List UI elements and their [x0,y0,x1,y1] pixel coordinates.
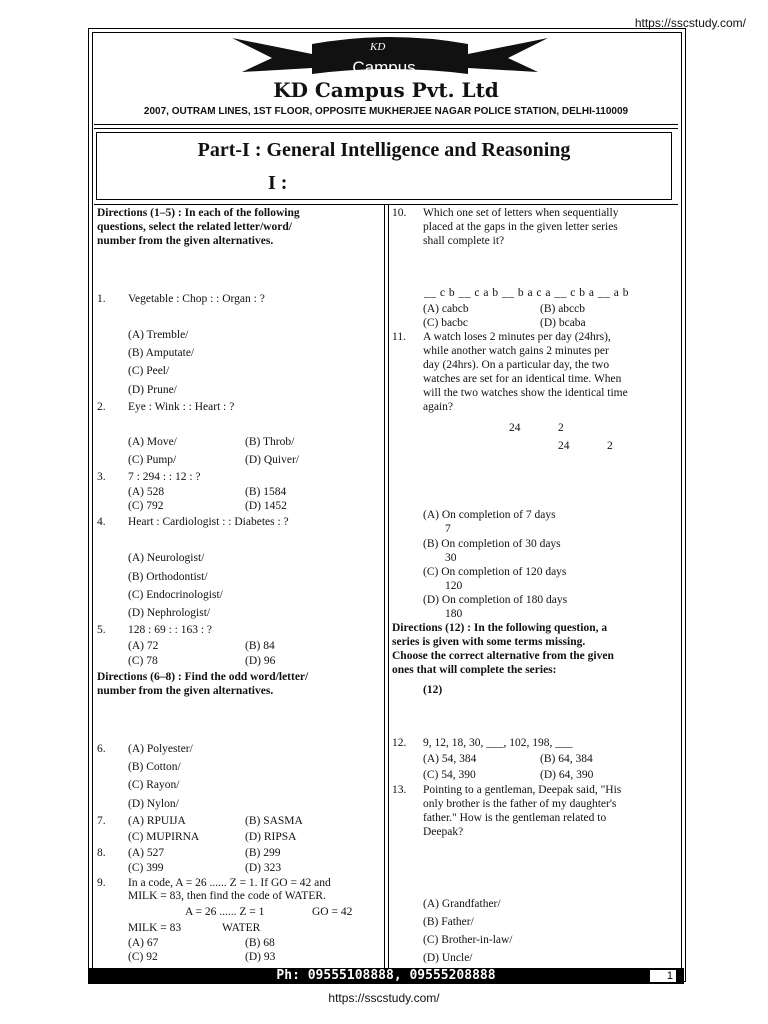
question-number: 1. [97,293,106,305]
logo-campus: Campus [352,58,416,77]
letter-series: __ c b __ c a b __ b a c a __ c b a __ a b [424,287,629,299]
question-text: 7 : 294 : : 12 : ? [128,471,201,483]
company-name: KD Campus Pvt. Ltd [273,78,499,102]
option[interactable]: (C) On completion of 120 days [423,566,567,578]
option[interactable]: (B) abccb [540,303,586,315]
question-text: Vegetable : Chop : : Organ : ? [128,293,265,305]
question-number: 13. [392,784,407,796]
option[interactable]: (A) 72 [128,640,159,652]
directions-number: (12) [423,684,443,696]
option[interactable]: (C) 78 [128,655,158,667]
question-text: Which one set of letters when sequentially placed at the gaps in the given letter series shall complete it? [423,207,619,247]
logo-script: KD [370,41,386,53]
question-number: 9. [97,877,106,889]
option[interactable]: (A) RPUIJA [128,815,186,827]
page-title: Part-I : General Intelligence and Reasoning [197,139,571,161]
question-text: A watch loses 2 minutes per day (24hrs), while another watch gains 2 minutes per day (24hrs). On a particular day, the two watches are set for an identical time. When will the two watches show the identical time again? [423,331,628,413]
option[interactable]: (A) Neurologist/ [128,552,205,564]
option[interactable]: (C) Endocrinologist/ [128,589,223,601]
option-value: 7 [445,523,451,535]
fraction-number: 24 [509,422,521,434]
question-text: In a code, A = 26 ...... Z = 1. If GO = 42 and [128,877,331,889]
option[interactable]: (D) 96 [245,655,276,667]
page-number: 1 [650,970,676,982]
question-text: Heart : Cardiologist : : Diabetes : ? [128,516,289,528]
option[interactable]: (B) Amputate/ [128,347,195,359]
option[interactable]: (A) cabcb [423,303,469,315]
question-text: Pointing to a gentleman, Deepak said, "His only brother is the father of my daughter's father." How is the gentleman related to Deepak? [423,784,622,838]
option[interactable]: (D) 1452 [245,500,287,512]
question-text: MILK = 83, then find the code of WATER. [128,890,326,902]
question-text: 9, 12, 18, 30, ___, 102, 198, ___ [423,737,573,749]
column-divider [388,204,389,970]
option-value: 30 [445,552,457,564]
option[interactable]: (C) Peel/ [128,365,170,377]
option[interactable]: (A) 54, 384 [423,753,477,765]
option[interactable]: (D) Quiver/ [245,454,299,466]
option[interactable]: (C) Rayon/ [128,779,180,791]
question-number: 3. [97,471,106,483]
url-top[interactable]: https://sscstudy.com/ [634,16,746,30]
option[interactable]: (B) 84 [245,640,275,652]
option[interactable]: (C) 399 [128,862,164,874]
option[interactable]: (C) 92 [128,951,158,963]
url-bottom[interactable]: https://sscstudy.com/ [328,991,440,1005]
option[interactable]: (A) On completion of 7 days [423,509,556,521]
option[interactable]: (B) Orthodontist/ [128,571,208,583]
option[interactable]: (D) RIPSA [245,831,297,843]
directions-1-5: Directions (1–5) : In each of the following questions, select the related letter/word/ number from the given alternatives. [97,207,300,247]
question-text: MILK = 83 [128,922,182,934]
option[interactable]: (A) Move/ [128,436,177,448]
option[interactable]: (A) Grandfather/ [423,898,501,910]
question-text: A = 26 ...... Z = 1 [185,906,265,918]
divider [94,124,678,125]
option[interactable]: (D) Uncle/ [423,952,473,964]
question-number: 2. [97,401,106,413]
divider [94,204,678,205]
directions-12: Directions (12) : In the following question, a series is given with some terms missing. Choose the correct alternative from the given ones that will complete the series: [392,622,614,676]
option[interactable]: (C) Pump/ [128,454,177,466]
option[interactable]: (A) Tremble/ [128,329,189,341]
option[interactable]: (D) Nylon/ [128,798,179,810]
option[interactable]: (B) 68 [245,937,275,949]
option[interactable]: (B) SASMA [245,815,303,827]
fraction-number: 2 [607,440,613,452]
question-number: 5. [97,624,106,636]
question-number: 10. [392,207,407,219]
option[interactable]: (B) On completion of 30 days [423,538,561,550]
question-number: 11. [392,331,406,343]
option[interactable]: (D) 64, 390 [540,769,594,781]
question-number: 8. [97,847,106,859]
option[interactable]: (C) 54, 390 [423,769,476,781]
question-text: 128 : 69 : : 163 : ? [128,624,213,636]
question-number: 4. [97,516,106,528]
option-value: 120 [445,580,463,592]
section-label: I : [268,172,288,194]
option[interactable]: (B) 1584 [245,486,287,498]
option[interactable]: (B) Cotton/ [128,761,181,773]
option[interactable]: (C) 792 [128,500,164,512]
option[interactable]: (B) 64, 384 [540,753,593,765]
footer-phone-bar: Ph: 09555108888, 09555208888 [88,968,684,984]
option[interactable]: (C) Brother-in-law/ [423,934,513,946]
option[interactable]: (D) Prune/ [128,384,177,396]
option-value: 180 [445,608,463,620]
option[interactable]: (C) bacbc [423,317,469,329]
option[interactable]: (B) Father/ [423,916,474,928]
option[interactable]: (A) Polyester/ [128,743,193,755]
option[interactable]: (A) 527 [128,847,165,859]
question-number: 6. [97,743,106,755]
option[interactable]: (A) 67 [128,937,159,949]
fraction-number: 24 [558,440,570,452]
directions-6-8: Directions (6–8) : Find the odd word/letter/ number from the given alternatives. [97,671,309,697]
option[interactable]: (D) On completion of 180 days [423,594,568,606]
option[interactable]: (C) MUPIRNA [128,831,200,843]
option[interactable]: (D) 323 [245,862,282,874]
option[interactable]: (D) bcaba [540,317,586,329]
question-number: 7. [97,815,106,827]
company-address: 2007, OUTRAM LINES, 1ST FLOOR, OPPOSITE MUKHERJEE NAGAR POLICE STATION, DELHI-110009 [143,106,629,117]
option[interactable]: (A) 528 [128,486,165,498]
question-text: WATER [222,922,261,934]
question-number: 12. [392,737,407,749]
option[interactable]: (B) Throb/ [245,436,295,448]
question-text: GO = 42 [312,906,353,918]
option[interactable]: (D) Nephrologist/ [128,607,211,619]
divider [94,128,678,129]
fraction-number: 2 [558,422,564,434]
question-text: Eye : Wink : : Heart : ? [128,401,235,413]
column-divider [384,204,385,970]
option[interactable]: (D) 93 [245,951,276,963]
option[interactable]: (B) 299 [245,847,281,859]
